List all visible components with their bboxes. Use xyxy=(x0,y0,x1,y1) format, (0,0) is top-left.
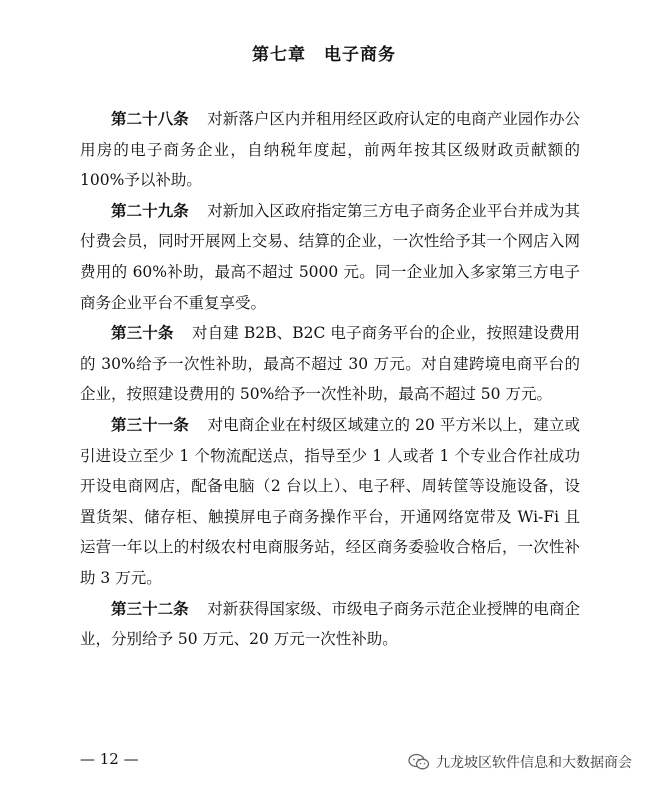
article-number: 第三十二条 xyxy=(111,599,189,618)
article-text: 对新获得国家级、市级电子商务示范企业授牌的电商企业，分别给予 50 万元、20 万元一次性补助。 xyxy=(80,599,580,649)
article-32 xyxy=(80,594,580,655)
article-28 xyxy=(80,104,580,196)
article-30 xyxy=(80,318,580,410)
article-number: 第二十九条 xyxy=(111,201,189,220)
article-number: 第三十一条 xyxy=(111,415,189,434)
article-text: 对新加入区政府指定第三方电子商务企业平台并成为其付费会员，同时开展网上交易、结算的企业，一次性给予其一个网店入网费用的 60%补助，最高不超过 5000 元。同一企业加入多家第三方电子商务企业平台不重复享受。 xyxy=(80,201,580,312)
wechat-icon xyxy=(408,753,430,771)
page-number: — 12 — xyxy=(80,750,139,768)
source-watermark xyxy=(408,752,632,772)
chapter-title: 第七章 电子商务 xyxy=(252,45,396,65)
article-31 xyxy=(80,410,580,594)
article-text: 对电商企业在村级区域建立的 20 平方米以上，建立或引进设立至少 1 个物流配送点，指导至少 1 人或者 1 个专业合作社成功开设电商网店，配备电脑（2 台以上）、电子秤、周转筐等设施设备，设置货架、储存柜、触摸屏电子商务操作平台，开通网络宽带及 Wi-Fi 且运营一年以上的村级农村电商服务站，经区商务委验收合格后，一次性补助 3 万元。 xyxy=(80,415,580,587)
article-text: 对自建 B2B、B2C 电子商务平台的企业，按照建设费用的 30%给予一次性补助，最高不超过 30 万元。对自建跨境电商平台的企业，按照建设费用的 50%给予一次性补助，最高不超过 50 万元。 xyxy=(80,324,580,404)
article-29 xyxy=(80,196,580,318)
article-number: 第二十八条 xyxy=(111,110,189,128)
watermark-text: 九龙坡区软件信息和大数据商会 xyxy=(436,755,632,771)
article-text: 对新落户区内并租用经区政府认定的电商产业园作办公用房的电子商务企业，自纳税年度起，前两年按其区级财政贡献额的 100%予以补助。 xyxy=(80,110,580,190)
article-number: 第三十条 xyxy=(111,324,174,343)
articles-list xyxy=(80,104,580,655)
